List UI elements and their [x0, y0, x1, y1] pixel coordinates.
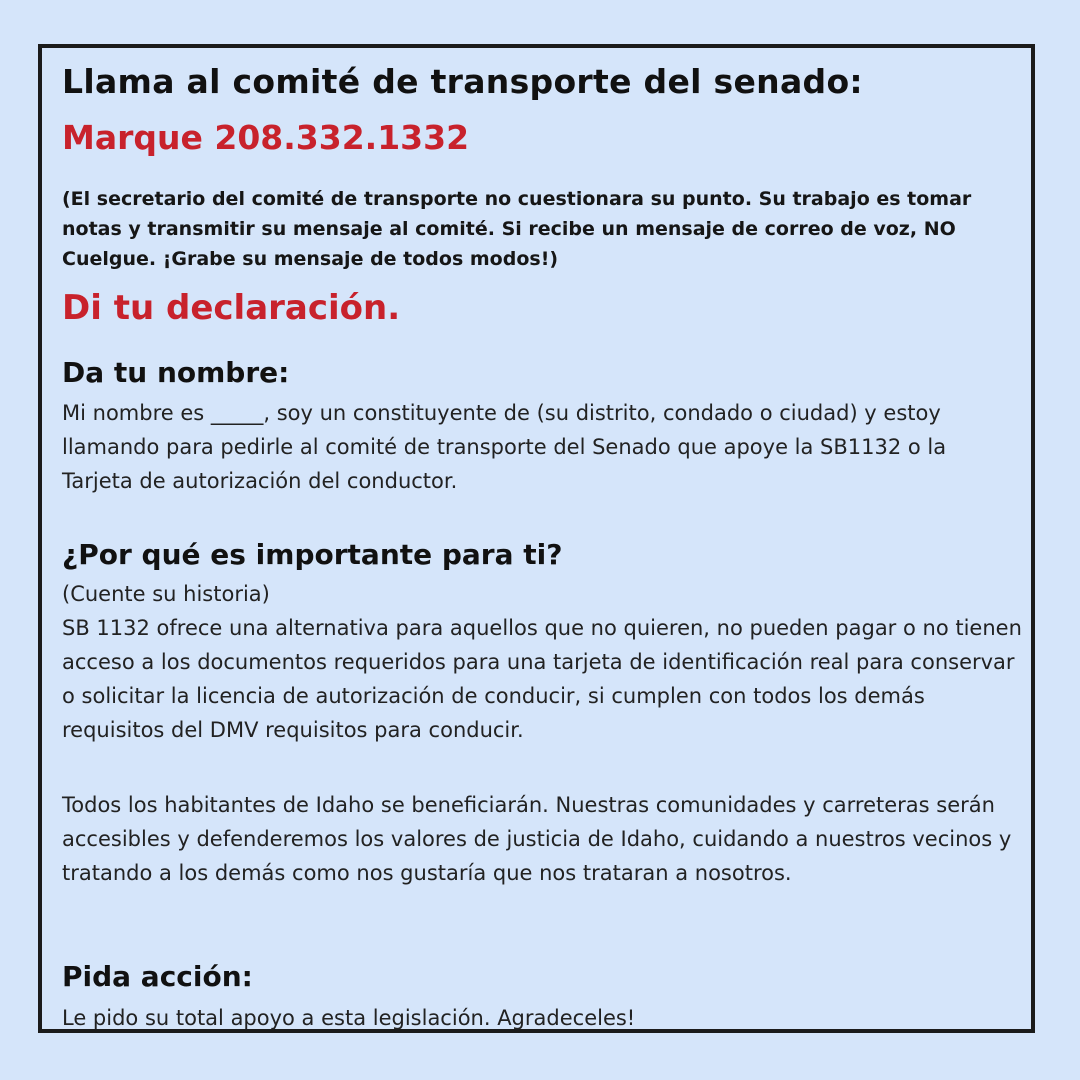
- action-text: Le pido su total apoyo a esta legislación. Agradeceles!: [62, 1006, 636, 1030]
- why-paragraph-1: SB 1132 ofrece una alternativa para aquellos que no quieren, no pueden pagar o no tienen acceso a los documentos requeridos para una tarjeta de identificación real para conservar o solicitar la licencia de autorización de conducir, si cumplen con todos los demás requisitos del DMV requisitos para conducir.: [62, 616, 1022, 742]
- why-subtitle: (Cuente su historia): [62, 582, 270, 606]
- secretary-note: (El secretario del comité de transporte no cuestionara su punto. Su trabajo es tomar notas y transmitir su mensaje al comité. Si recibe un mensaje de correo de voz, NO Cuelgue. ¡Grabe su mensaje de todos modos!): [62, 188, 972, 270]
- name-text: Mi nombre es _____, soy un constituyente de (su distrito, condado o ciudad) y estoy llamando para pedirle al comité de transporte del Senado que apoye la SB1132 o la Tarjeta de autorización del conductor.: [62, 401, 947, 493]
- why-paragraph-2: Todos los habitantes de Idaho se beneficiarán. Nuestras comunidades y carreteras serán accesibles y defenderemos los valores de justicia de Idaho, cuidando a nuestros vecinos y tratando a los demás como nos gustaría que nos trataran a nosotros.: [62, 793, 1012, 885]
- action-heading: Pida acción:: [62, 960, 253, 993]
- call-script-card: [38, 44, 1035, 1033]
- declaration-heading: Di tu declaración.: [62, 288, 401, 328]
- why-heading: ¿Por qué es importante para ti?: [62, 538, 563, 571]
- name-heading: Da tu nombre:: [62, 356, 290, 389]
- phone-number: Marque 208.332.1332: [62, 118, 470, 157]
- page-title: Llama al comité de transporte del senado:: [62, 62, 863, 101]
